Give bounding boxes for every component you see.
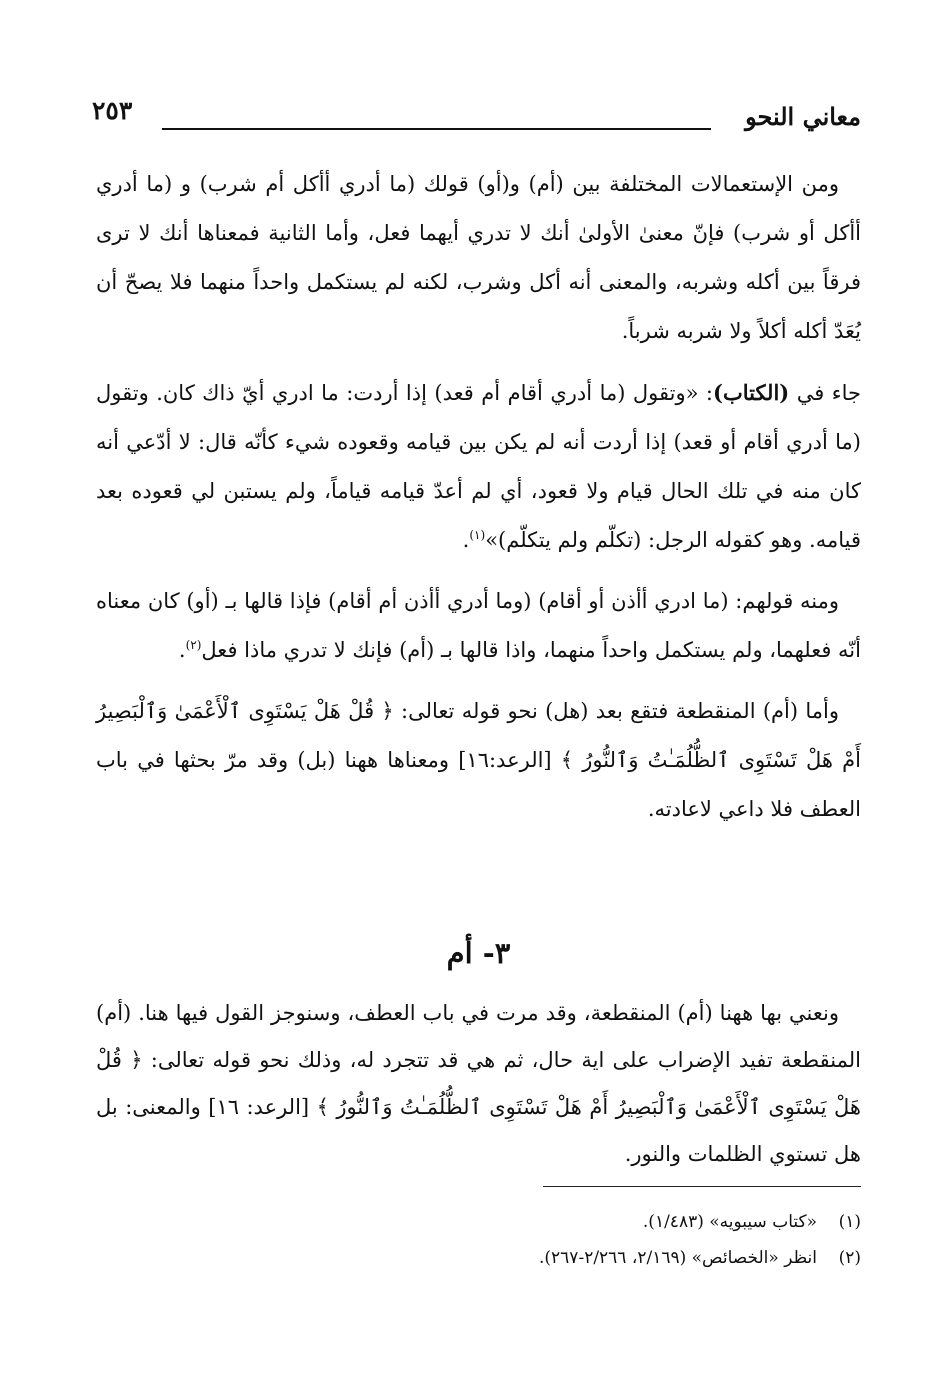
- footnote: [300, 1240, 861, 1276]
- paragraph: [96, 687, 861, 834]
- paragraph-text: ومن الإستعمالات المختلفة بين (أم) و(أو) قولك (ما أدري أأكل أم شرب) و (ما أدري أأكل أو شرب) فإنّ معنىٰ الأولىٰ أنك لا تدري أيهما فعل، وأما الثانية فمعناها أنك لا ترى فرقاً بين أكله وشربه، والمعنى أنه أكل وشرب، لكنه لم يستكمل واحداً منهما فلا يصحّ أن يُعَدّ أكله أكلاً ولا شربه شرباً.: [96, 172, 861, 343]
- section-heading: ٣- أم: [446, 936, 511, 970]
- footnote-marker: (١): [469, 528, 486, 542]
- paragraph: [96, 160, 861, 356]
- running-header: [92, 92, 861, 136]
- footnote-number: (٢): [838, 1248, 861, 1268]
- paragraph: [96, 990, 861, 1178]
- book-citation: (الكتاب): [713, 380, 790, 405]
- running-title: معاني النحو: [745, 102, 861, 131]
- paragraph: [96, 577, 861, 675]
- footnote-text: انظر «الخصائص» (٢/١٦٩، ٢/٢٦٦-٢٦٧).: [538, 1248, 817, 1268]
- paragraph: [96, 368, 861, 565]
- paragraph-text: وأما (أم) المنقطعة فتقع بعد (هل) نحو قوله تعالى: ﴿ قُلْ هَلْ يَسْتَوِى ٱلْأَعْمَىٰ وَٱلْبَصِيرُ أَمْ هَلْ تَسْتَوِى ٱلظُّلُمَـٰتُ وَٱلنُّورُ ﴾ [الرعد:١٦] ومعناها ههنا (بل) وقد مرّ بحثها في باب العطف فلا داعي لاعادته.: [96, 699, 862, 821]
- footnote: [300, 1204, 861, 1240]
- footnotes: [300, 1204, 861, 1276]
- footnote-text: «كتاب سيبويه» (١/٤٨٣).: [642, 1212, 817, 1232]
- header-rule: [162, 128, 711, 130]
- paragraph-end: .: [178, 638, 186, 662]
- paragraph-text: : «وتقول (ما أدري أقام أم قعد) إذا أردت: ما ادري أيّ ذاك كان. وتقول (ما أدري أقام أو قعد) إذا أردت أنه لم يكن بين قيامه وقعوده شيء كأنّه قال: لا أدّعي أنه كان منه في تلك الحال قيام ولا قعود، أي لم أعدّ قيامه قياماً، ولم يستبن لي قعوده بعد قيامه. وهو كقوله الرجل: (تكلّم ولم يتكلّم)»: [96, 381, 861, 552]
- footnote-marker: (٢): [185, 638, 202, 652]
- paragraph-text: ومنه قولهم: (ما ادري أأذن أو أقام) (وما أدري أأذن أم أقام) فإذا قالها بـ (أو) كان معناه أنّه فعلهما، ولم يستكمل واحداً منهما، واذا قالها بـ (أم) فإنك لا تدري ماذا فعل: [96, 589, 861, 662]
- section-body: [96, 990, 861, 1190]
- footnote-rule: [543, 1186, 861, 1187]
- footnote-number: (١): [838, 1212, 861, 1232]
- paragraph-prefix: جاء في: [789, 381, 861, 405]
- paragraph-text: ونعني بها ههنا (أم) المنقطعة، وقد مرت في باب العطف، وسنوجز القول فيها هنا. (أم) المنقطعة تفيد الإضراب على اية حال، ثم هي قد تتجرد له، وذلك نحو قوله تعالى: ﴿ قُلْ هَلْ يَسْتَوِى ٱلْأَعْمَىٰ وَٱلْبَصِيرُ أَمْ هَلْ تَسْتَوِى ٱلظُّلُمَـٰتُ وَٱلنُّورُ ﴾ [الرعد: ١٦] والمعنى: بل هل تستوي الظلمات والنور.: [96, 1001, 861, 1166]
- page-number: ٢٥٣: [92, 96, 133, 125]
- paragraph-end: .: [462, 528, 470, 552]
- main-text: [96, 160, 861, 846]
